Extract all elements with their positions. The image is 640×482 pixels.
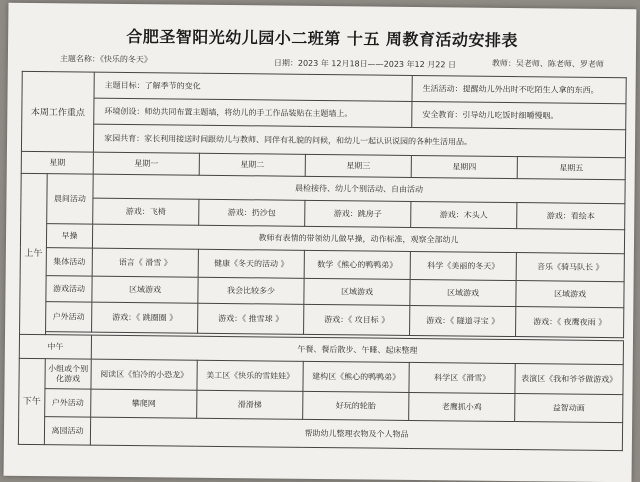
afternoon-outdoor-label: 户外活动 <box>45 389 91 417</box>
morning-game: 游戏：跳房子 <box>305 200 411 227</box>
group-activity: 健康《冬天的活动 》 <box>198 249 304 278</box>
theme-name: 主题名称：《快乐的冬天》 <box>59 54 152 65</box>
outdoor-activity: 游戏：《 跳圈圈 》 <box>92 302 198 333</box>
group-activity: 科学《美丽的冬天》 <box>410 251 516 280</box>
safety-education: 安全教育：引导幼儿吃饭时细嚼慢咽。 <box>412 101 626 129</box>
day-friday: 星期五 <box>517 157 625 180</box>
family-cooperation: 家园共育：家长利用接送时间跟幼儿与教师、同伴有礼貌的问候，和幼儿一起认识说园的各种生活用品。 <box>93 124 625 158</box>
morning-game: 游戏：扔沙包 <box>199 199 305 226</box>
afternoon-section: 下午 <box>18 358 45 444</box>
small-group-activity: 科学区《滑雪》 <box>409 362 515 393</box>
play-activity: 区域游戏 <box>92 276 198 303</box>
morning-game: 游戏：飞椅 <box>93 198 199 225</box>
play-activity: 区域游戏 <box>304 278 410 305</box>
focus-label: 本周工作重点 <box>21 71 94 152</box>
group-activity-label: 集体活动 <box>46 248 92 276</box>
theme-goal: 主题目标：了解季节的变化 <box>94 72 412 101</box>
small-group-activity: 阅读区《怕冷的小恐龙》 <box>91 359 197 390</box>
environment-setup: 环境创设：师幼共同布置主题墙，将幼儿的手工作品装贴在主题墙上。 <box>94 98 412 127</box>
afternoon-outdoor: 老鹰抓小鸡 <box>409 392 515 421</box>
exercise-label: 早操 <box>46 224 92 248</box>
teachers: 教师：吴老师、陈老师、罗老师 <box>491 58 604 69</box>
morning-game: 游戏：看绘本 <box>517 203 625 230</box>
day-wednesday: 星期三 <box>305 154 411 177</box>
arrival-label: 晨间活动 <box>47 174 94 224</box>
outdoor-activity: 游戏：《 隧道寻宝 》 <box>410 305 516 336</box>
play-activity: 我会比较多少 <box>198 277 304 304</box>
small-group-label: 小组或个别化游戏 <box>45 359 91 389</box>
afternoon-outdoor: 好玩的轮胎 <box>303 391 409 420</box>
outdoor-activity: 游戏：《 夜鹰夜雨 》 <box>516 307 624 338</box>
exercise-content: 教师有表情的带领幼儿做早操，动作标准，观察全部幼儿 <box>92 224 624 254</box>
page-title: 合肥圣智阳光幼儿园小二班第 十五 周教育活动安排表 <box>126 26 519 51</box>
noon-content: 午餐、餐后散步、午睡、起床整理 <box>91 335 623 365</box>
leave-label: 离园活动 <box>44 417 90 445</box>
small-group-activity: 美工区《快乐的雪娃娃》 <box>197 360 303 391</box>
weekday-label: 星期 <box>21 151 93 174</box>
small-group-activity: 建构区《熊心的鸭鸭弟》 <box>303 361 409 392</box>
life-activity: 生活活动：提醒幼儿外出时不吃陌生人拿的东西。 <box>412 75 626 103</box>
play-activity-label: 游戏活动 <box>46 276 92 302</box>
afternoon-outdoor: 攀爬网 <box>91 389 197 418</box>
play-activity: 区域游戏 <box>410 279 516 306</box>
outdoor-activity: 游戏：《 攻目标 》 <box>304 304 410 335</box>
noon-section: 中午 <box>19 334 91 359</box>
schedule-sheet <box>4 3 637 482</box>
date-range: 日期：2023 年 12月18日——2023 年12 月22 日 <box>273 58 457 70</box>
day-thursday: 星期四 <box>411 155 517 178</box>
arrival-content: 晨检接待、幼儿个别活动、自由活动 <box>93 174 625 204</box>
schedule-table <box>18 71 627 451</box>
play-activity: 区域游戏 <box>516 281 624 308</box>
afternoon-outdoor: 益智动画 <box>515 394 623 423</box>
morning-game: 游戏：木头人 <box>411 201 517 228</box>
group-activity: 音乐《骑马队长 》 <box>516 253 624 282</box>
group-activity: 语言《 滑雪 》 <box>92 248 198 277</box>
afternoon-outdoor: 滑滑梯 <box>197 390 303 419</box>
small-group-activity: 表演区《我和爷爷做游戏》 <box>515 364 623 395</box>
group-activity: 数学《熊心的鸭鸭弟》 <box>304 250 410 279</box>
outdoor-activity: 游戏：《 推雪球 》 <box>198 303 304 334</box>
morning-section: 上午 <box>20 173 48 334</box>
outdoor-label: 户外活动 <box>46 302 92 332</box>
day-monday: 星期一 <box>93 152 199 175</box>
day-tuesday: 星期二 <box>199 153 305 176</box>
leave-content: 帮助幼儿整理衣物及个人物品 <box>90 417 622 451</box>
